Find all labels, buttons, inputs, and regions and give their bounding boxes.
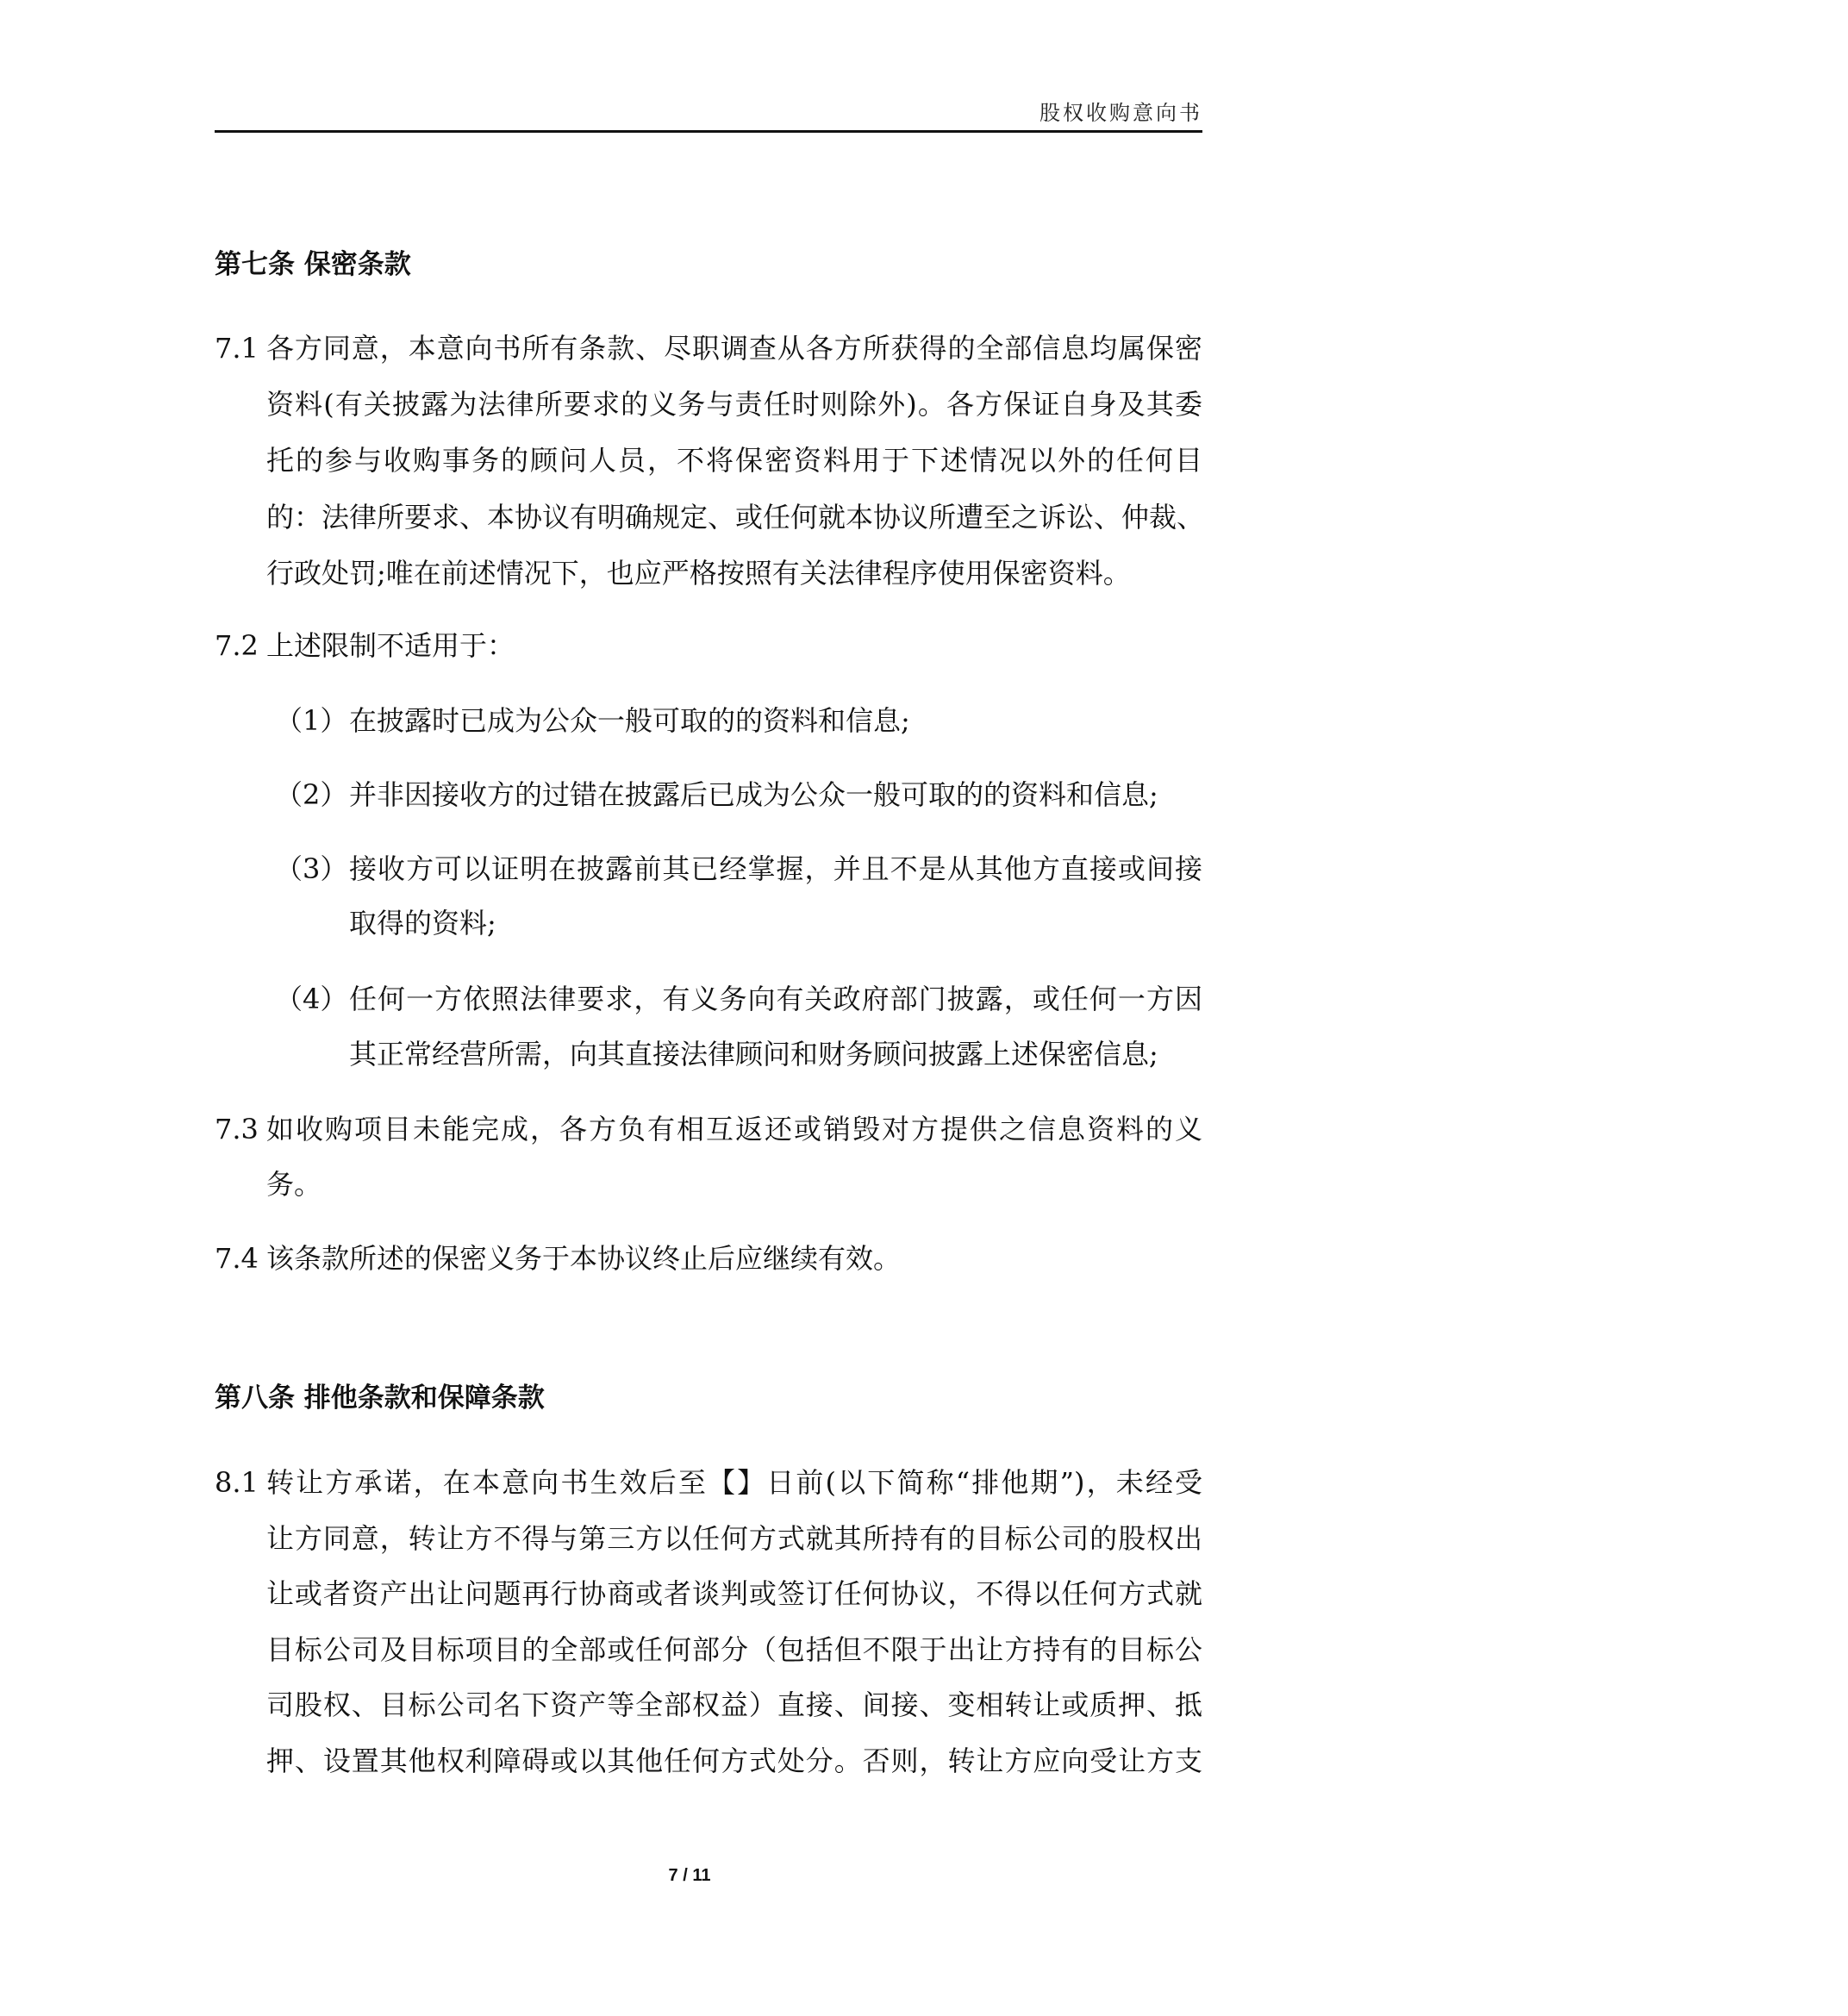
list-item-number: （4） bbox=[275, 983, 348, 1015]
list-item-line: 在披露时已成为公众一般可取的的资料和信息; bbox=[349, 704, 910, 737]
clause-8-1-line: 押、设置其他权利障碍或以其他任何方式处分。否则，转让方应向受让方支 bbox=[266, 1744, 1202, 1777]
clause-8-1-line: 让方同意，转让方不得与第三方以任何方式就其所持有的目标公司的股权出 bbox=[266, 1522, 1202, 1555]
page-number: 7 / 11 bbox=[668, 1866, 711, 1885]
section-7-heading: 第七条 保密条款 bbox=[215, 249, 411, 280]
clause-8-1-line: 转让方承诺，在本意向书生效后至【】日前(以下简称“排他期”)，未经受 bbox=[266, 1466, 1202, 1499]
clause-7-1-number: 7.1 bbox=[215, 332, 259, 365]
clause-7-1-line: 托的参与收购事务的顾问人员，不将保密资料用于下述情况以外的任何目 bbox=[266, 444, 1202, 477]
clause-8-1-line: 让或者资产出让问题再行协商或者谈判或签订任何协议，不得以任何方式就 bbox=[266, 1577, 1202, 1610]
list-item-line: 接收方可以证明在披露前其已经掌握，并且不是从其他方直接或间接 bbox=[349, 852, 1202, 885]
clause-7-2-line: 上述限制不适用于： bbox=[266, 629, 515, 662]
clause-7-3-number: 7.3 bbox=[215, 1113, 259, 1145]
clause-7-2-number: 7.2 bbox=[215, 629, 259, 662]
clause-8-1-number: 8.1 bbox=[215, 1466, 259, 1499]
list-item-number: （1） bbox=[275, 704, 348, 737]
clause-7-1-line: 行政处罚;唯在前述情况下，也应严格按照有关法律程序使用保密资料。 bbox=[266, 557, 1131, 590]
clause-8-1-line: 司股权、目标公司名下资产等全部权益）直接、间接、变相转让或质押、抵 bbox=[266, 1688, 1202, 1721]
list-item-line: 并非因接收方的过错在披露后已成为公众一般可取的的资料和信息; bbox=[349, 778, 1158, 811]
clause-7-3-line: 如收购项目未能完成，各方负有相互返还或销毁对方提供之信息资料的义 bbox=[266, 1113, 1202, 1145]
section-8-heading: 第八条 排他条款和保障条款 bbox=[215, 1382, 545, 1414]
list-item-line: 任何一方依照法律要求，有义务向有关政府部门披露，或任何一方因 bbox=[349, 983, 1202, 1015]
clause-7-1-line: 资料(有关披露为法律所要求的义务与责任时则除外)。各方保证自身及其委 bbox=[266, 388, 1202, 421]
clause-7-4-number: 7.4 bbox=[215, 1242, 259, 1275]
clause-7-4-line: 该条款所述的保密义务于本协议终止后应继续有效。 bbox=[266, 1242, 902, 1275]
list-item-number: （3） bbox=[275, 852, 348, 885]
header-rule bbox=[215, 130, 1202, 133]
list-item-number: （2） bbox=[275, 778, 348, 811]
list-item-line: 取得的资料; bbox=[349, 907, 496, 939]
clause-8-1-line: 目标公司及目标项目的全部或任何部分（包括但不限于出让方持有的目标公 bbox=[266, 1633, 1202, 1666]
clause-7-3-line: 务。 bbox=[266, 1168, 322, 1201]
clause-7-1-line: 各方同意，本意向书所有条款、尽职调查从各方所获得的全部信息均属保密 bbox=[266, 332, 1202, 365]
clause-7-1-line: 的：法律所要求、本协议有明确规定、或任何就本协议所遭至之诉讼、仲裁、 bbox=[266, 501, 1205, 534]
running-header-title: 股权收购意向书 bbox=[1040, 101, 1202, 125]
list-item-line: 其正常经营所需，向其直接法律顾问和财务顾问披露上述保密信息; bbox=[349, 1038, 1158, 1070]
